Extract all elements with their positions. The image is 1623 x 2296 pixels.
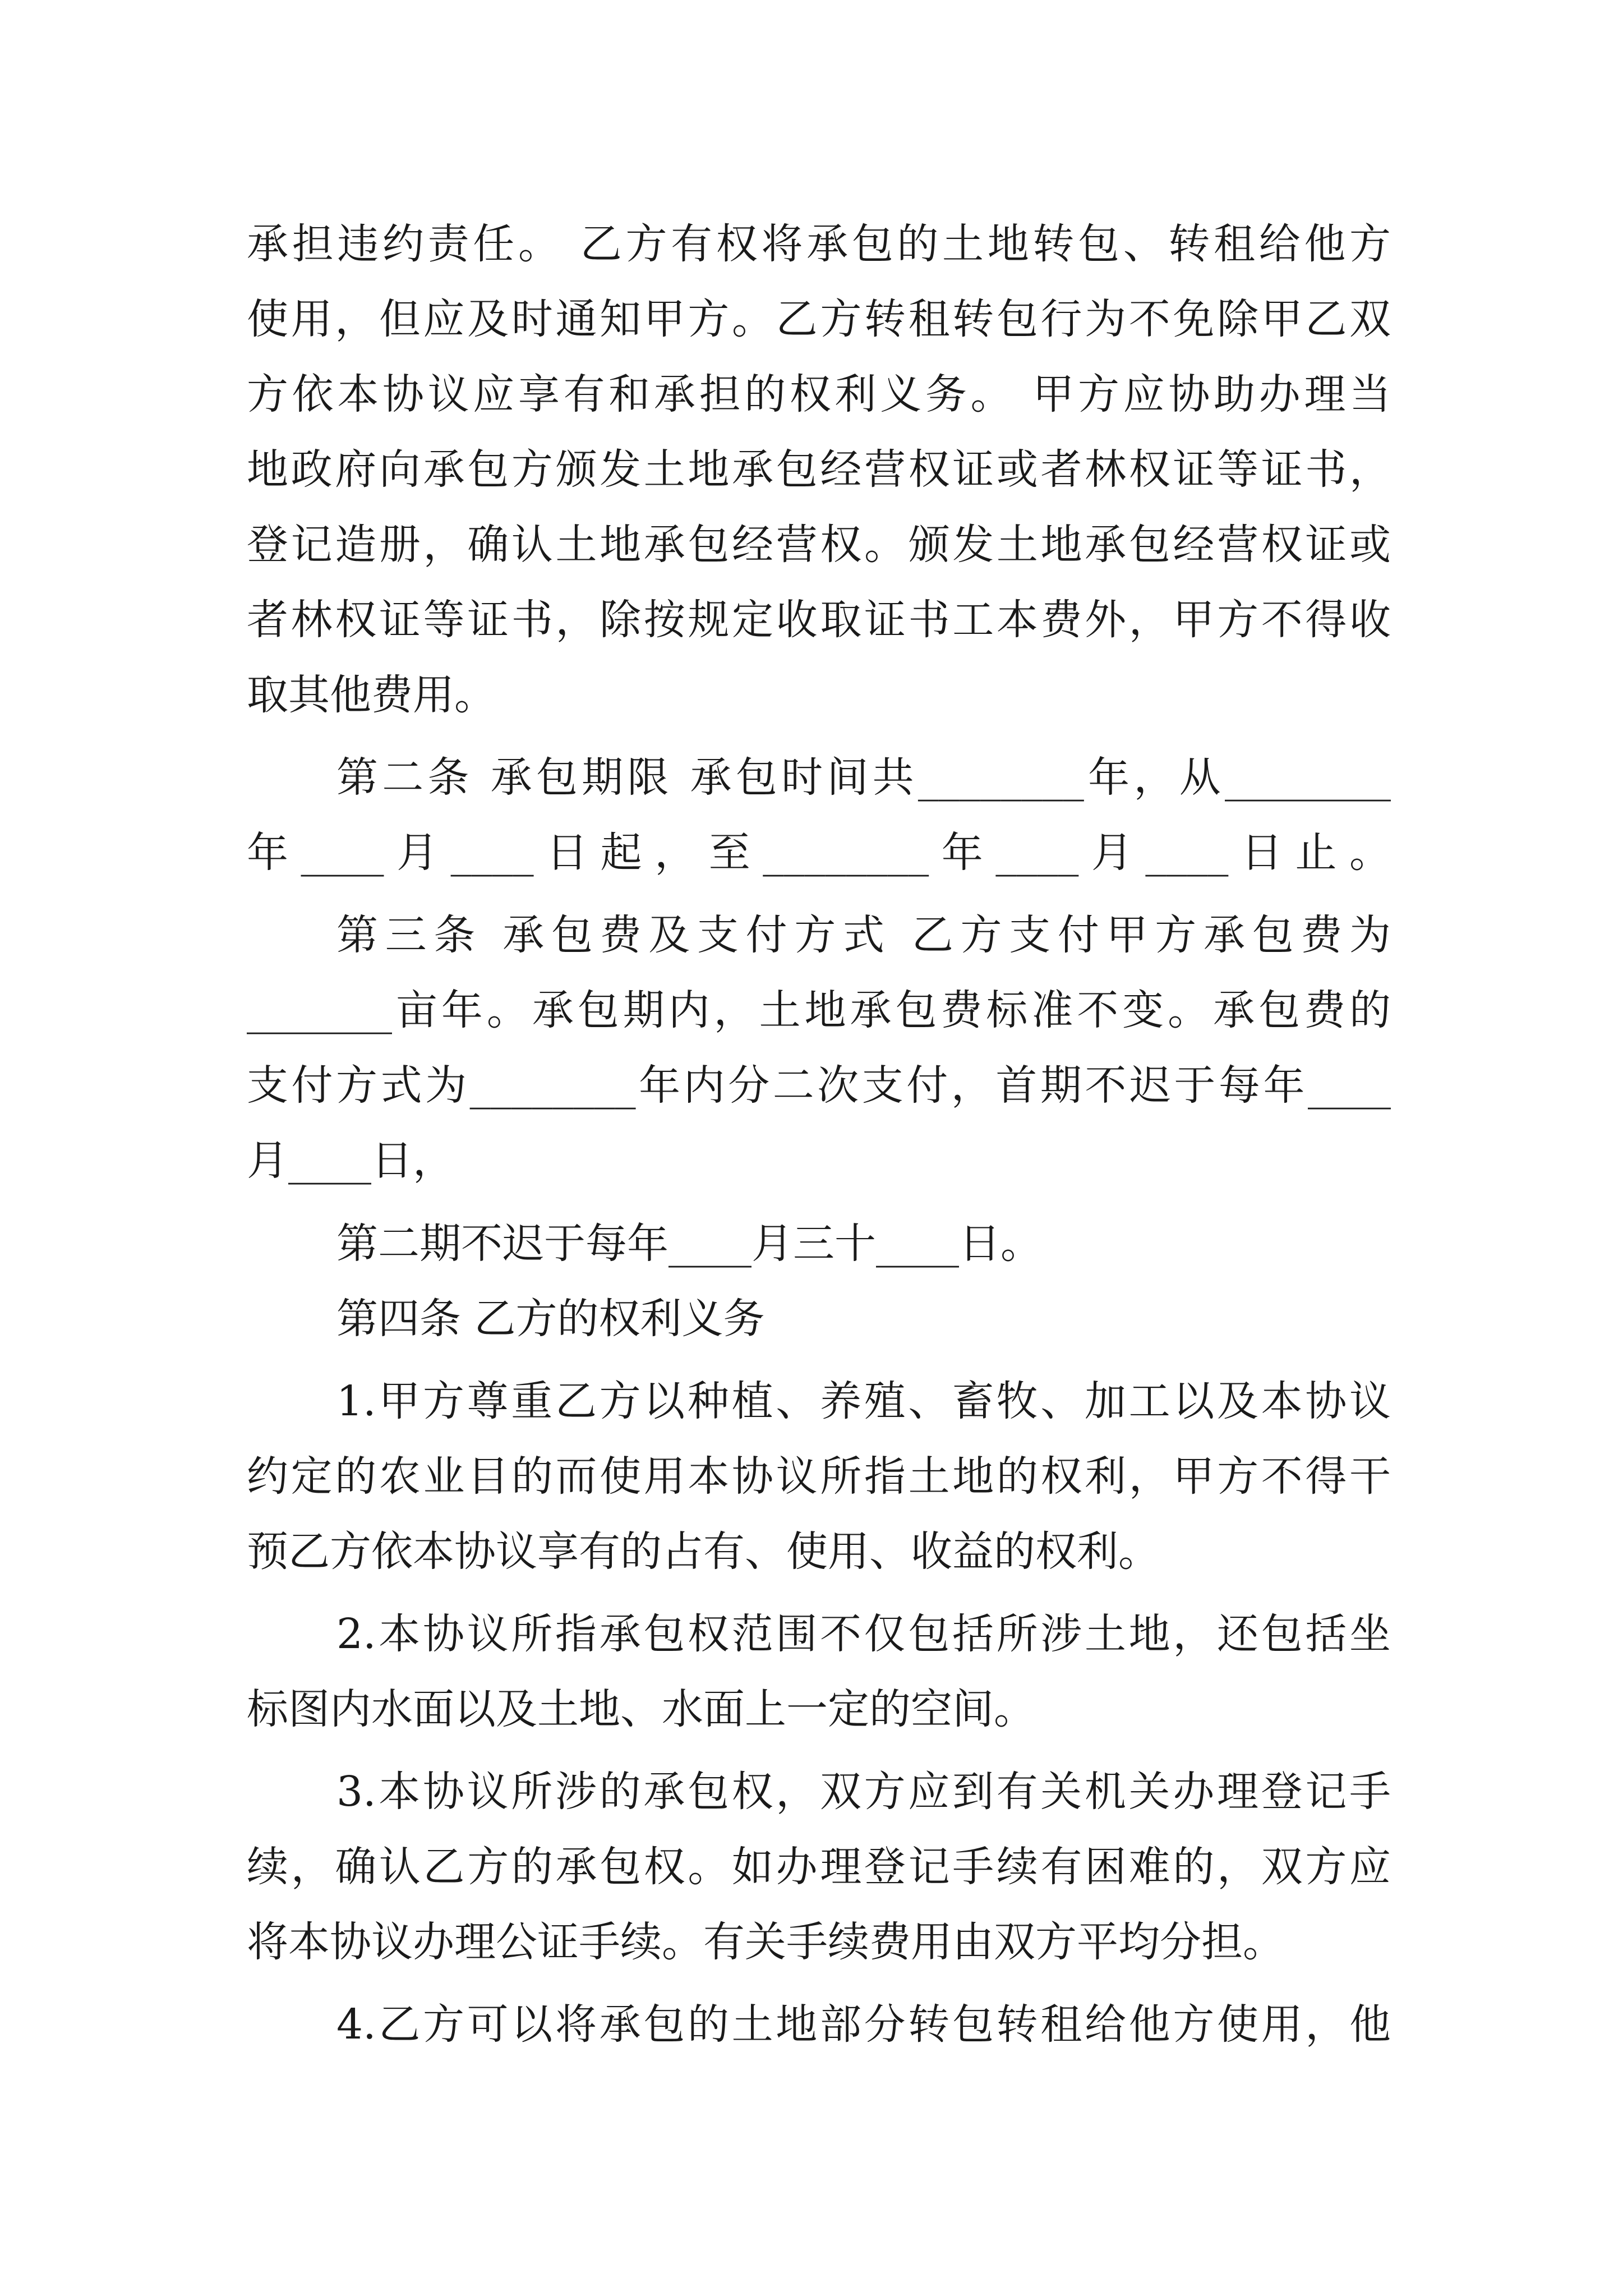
text-line-10: 第三条 承包费及支付方式 乙方支付甲方承包费为: [336, 911, 1391, 959]
text-line-23: 将本协议办理公证手续。有关手续费用由双方平均分担。: [247, 1918, 1284, 1966]
text-line-6: 者林权证等证书，除按规定收取证书工本费外，甲方不得收: [247, 596, 1391, 644]
text-line-19: 2.本协议所指承包权范围不仅包括所涉土地，还包括坐: [336, 1610, 1391, 1658]
text-line-24: 4.乙方可以将承包的土地部分转包转租给他方使用，他: [336, 2000, 1391, 2049]
text-line-3: 方依本协议应享有和承担的权利义务。 甲方应协助办理当: [247, 370, 1391, 418]
text-line-18: 预乙方依本协议享有的占有、使用、收益的权利。: [247, 1527, 1160, 1576]
text-line-13: 月____日，: [247, 1137, 454, 1185]
text-line-15: 第四条 乙方的权利义务: [336, 1295, 765, 1343]
text-line-21: 3.本协议所涉的承包权，双方应到有关机关办理登记手: [336, 1768, 1391, 1816]
text-line-4: 地政府向承包方颁发土地承包经营权证或者林权证等证书，: [247, 445, 1391, 494]
text-line-2: 使用，但应及时通知甲方。乙方转租转包行为不免除甲乙双: [247, 295, 1391, 343]
text-line-5: 登记造册，确认土地承包经营权。颁发土地承包经营权证或: [247, 521, 1391, 569]
text-line-7: 取其他费用。: [247, 671, 496, 719]
text-line-14: 第二期不迟于每年____月三十____日。: [336, 1220, 1042, 1268]
text-line-11: _______亩年。承包期内，土地承包费标准不变。承包费的: [247, 986, 1391, 1034]
text-line-20: 标图内水面以及土地、水面上一定的空间。: [247, 1685, 1035, 1733]
text-line-16: 1.甲方尊重乙方以种植、养殖、畜牧、加工以及本协议: [336, 1377, 1391, 1425]
text-line-12: 支付方式为________年内分二次支付，首期不迟于每年____: [247, 1061, 1391, 1110]
text-line-1: 承担违约责任。 乙方有权将承包的土地转包、转租给他方: [247, 220, 1391, 268]
text-line-9: 年____月____日起，至________年____月____日止。: [247, 829, 1391, 877]
text-line-8: 第二条 承包期限 承包时间共________年，从________: [336, 753, 1391, 802]
text-line-22: 续，确认乙方的承包权。如办理登记手续有困难的，双方应: [247, 1843, 1391, 1891]
text-line-17: 约定的农业目的而使用本协议所指土地的权利，甲方不得干: [247, 1452, 1391, 1501]
